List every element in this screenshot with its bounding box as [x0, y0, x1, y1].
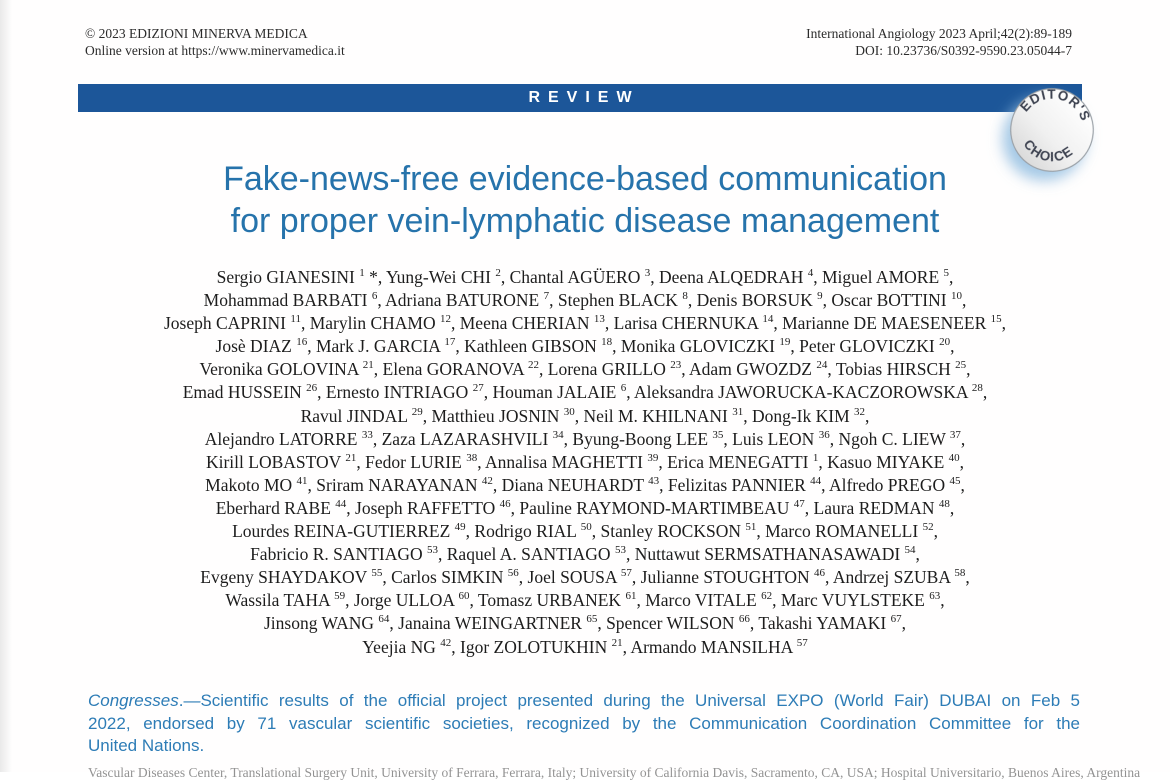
author: Raquel A. SANTIAGO $^{53}$ — [446, 544, 626, 565]
author: Tomasz URBANEK $^{61}$ — [477, 590, 637, 611]
congresses-line-1: Congresses.—Scientific results of the official project presented during the Universal EXPO (World Fair) DUBAI on Feb 5 — [88, 691, 1080, 710]
author: Neil M. KHILNANI $^{31}$ — [583, 405, 744, 426]
author: Alfredo PREGO $^{45}$ — [828, 474, 961, 495]
paper-title — [0, 158, 1170, 242]
author-line: Yeejia NG $^{42}$, Igor ZOLOTUKHIN $^{21}$, Armando MANSILHA $^{57}$ — [362, 636, 808, 657]
author: Marylin CHAMO $^{12}$ — [309, 313, 451, 334]
author: Erica MENEGATTI $^1$ — [667, 451, 819, 472]
author: Kathleen GIBSON $^{18}$ — [464, 336, 613, 357]
author: Stephen BLACK $^8$ — [557, 290, 688, 311]
author-line: Ravul JINDAL $^{29}$, Matthieu JOSNIN $^{30}$, Neil M. KHILNANI $^{31}$, Dong-Ik KIM $^{32}$, — [300, 405, 870, 426]
title-line-2: for proper vein-lymphatic disease management — [230, 202, 940, 240]
author: Emad HUSSEIN $^{26}$ — [182, 382, 318, 403]
citation-header — [806, 26, 1072, 59]
author: Spencer WILSON $^{66}$ — [606, 613, 750, 634]
title-line-1: Fake-news-free evidence-based communication — [223, 160, 947, 198]
author: Adam GWOZDZ $^{24}$ — [689, 359, 828, 380]
author: Monika GLOVICZKI $^{19}$ — [620, 336, 791, 357]
author: Fedor LURIE $^{38}$ — [365, 451, 478, 472]
author-line: Josè DIAZ $^{16}$, Mark J. GARCIA $^{17}$, Kathleen GIBSON $^{18}$, Monika GLOVICZKI $^{19}$, Peter GLOVICZKI $^{20}$, — [215, 336, 955, 357]
author: Kirill LOBASTOV $^{21}$ — [205, 451, 357, 472]
author: Lorena GRILLO $^{23}$ — [547, 359, 682, 380]
editors-choice-badge — [996, 74, 1107, 185]
author: Marianne DE MAESENEER $^{15}$ — [782, 313, 1002, 334]
author: Rodrigo RIAL $^{50}$ — [474, 521, 592, 542]
author: Julianne STOUGHTON $^{46}$ — [640, 567, 826, 588]
review-banner-label: REVIEW — [528, 89, 640, 106]
author: Veronika GOLOVINA $^{21}$ — [199, 359, 374, 380]
author: Diana NEUHARDT $^{43}$ — [501, 474, 660, 495]
doi-text: DOI: 10.23736/S0392-9590.23.05044-7 — [855, 42, 1072, 58]
author: Pauline RAYMOND-MARTIMBEAU $^{47}$ — [519, 497, 805, 518]
publisher-header — [85, 26, 345, 59]
author: Chantal AGÜERO $^3$ — [509, 267, 651, 287]
badge-bottom-text: CHOICE — [1020, 136, 1077, 165]
author: Matthieu JOSNIN $^{30}$ — [431, 405, 575, 426]
author: Ngoh C. LIEW $^{37}$ — [838, 428, 961, 449]
author-line: Fabricio R. SANTIAGO $^{53}$, Raquel A. SANTIAGO $^{53}$, Nuttawut SERMSATHANASAWADI $^{54}$, — [250, 544, 920, 565]
scan-edge-shade — [0, 0, 12, 772]
author: Josè DIAZ $^{16}$ — [215, 336, 308, 357]
author: Yeejia NG $^{42}$ — [362, 636, 452, 657]
author: Sriram NARAYANAN $^{42}$ — [316, 474, 493, 495]
author: Larisa CHERNUKA $^{14}$ — [613, 313, 774, 334]
badge-top-text: EDITOR'S — [1017, 86, 1094, 124]
author: Igor ZOLOTUKHIN $^{21}$ — [460, 636, 623, 657]
author: Mohammad BARBATI $^6$ — [203, 290, 378, 311]
clipped-affiliations-line: Vascular Diseases Center, Translational Surgery Unit, University of Ferrara, Ferrara, Italy; University of California Davis, Sacramento, CA, USA; Hospital Universitario, Buenos Aires, Argentina — [88, 765, 1141, 780]
author-list — [85, 266, 1085, 659]
editors-choice-icon — [996, 74, 1107, 185]
author: Andrzej SZUBA $^{58}$ — [832, 567, 966, 588]
congresses-note — [88, 690, 1080, 758]
author: Nuttawut SERMSATHANASAWADI $^{54}$ — [634, 544, 916, 565]
author: Houman JALAIE $^6$ — [492, 382, 627, 403]
author: Aleksandra JAWORUCKA-KACZOROWSKA $^{28}$ — [634, 382, 983, 403]
author-line: Alejandro LATORRE $^{33}$, Zaza LAZARASHVILI $^{34}$, Byung-Boong LEE $^{35}$, Luis LEON $^{36}$, Ngoh C. LIEW $^{37}$, — [204, 428, 966, 449]
author-line: Wassila TAHA $^{59}$, Jorge ULLOA $^{60}$, Tomasz URBANEK $^{61}$, Marco VITALE $^{62}$, Marc VUYLSTEKE $^{63}$, — [225, 590, 945, 611]
author: Ernesto INTRIAGO $^{27}$ — [325, 382, 484, 403]
author: Jorge ULLOA $^{60}$ — [353, 590, 470, 611]
author: Takashi YAMAKI $^{67}$ — [758, 613, 902, 634]
author: Sergio GIANESINI $^1$ * — [216, 267, 378, 287]
author: Laura REDMAN $^{48}$ — [813, 497, 950, 518]
author: Luis LEON $^{36}$ — [732, 428, 830, 449]
author-line: Sergio GIANESINI $^1$ *, Yung-Wei CHI $^2$, Chantal AGÜERO $^3$, Deena ALQEDRAH $^4$, Miguel AMORE $^5$, — [216, 267, 954, 287]
author: Elena GORANOVA $^{22}$ — [382, 359, 540, 380]
author: Evgeny SHAYDAKOV $^{55}$ — [200, 567, 383, 588]
author: Oscar BOTTINI $^{10}$ — [831, 290, 962, 311]
author-line: Emad HUSSEIN $^{26}$, Ernesto INTRIAGO $^{27}$, Houman JALAIE $^6$, Aleksandra JAWORUCKA-KACZOROWSKA $^{28}$, — [182, 382, 988, 403]
copyright-text: © 2023 EDIZIONI MINERVA MEDICA — [85, 26, 308, 41]
author: Lourdes REINA-GUTIERREZ $^{49}$ — [232, 521, 466, 542]
author: Joel SOUSA $^{57}$ — [527, 567, 632, 588]
author-line: Makoto MO $^{41}$, Sriram NARAYANAN $^{42}$, Diana NEUHARDT $^{43}$, Felizitas PANNIER $^{44}$, Alfredo PREGO $^{45}$, — [205, 474, 965, 495]
author-line: Veronika GOLOVINA $^{21}$, Elena GORANOVA $^{22}$, Lorena GRILLO $^{23}$, Adam GWOZDZ $^{24}$, Tobias HIRSCH $^{25}$, — [199, 359, 971, 380]
author: Janaina WEINGARTNER $^{65}$ — [398, 613, 598, 634]
author-line: Eberhard RABE $^{44}$, Joseph RAFFETTO $^{46}$, Pauline RAYMOND-MARTIMBEAU $^{47}$, Laura REDMAN $^{48}$, — [215, 497, 955, 518]
online-version-text: Online version at https://www.minervamedica.it — [85, 42, 345, 58]
author: Marco VITALE $^{62}$ — [645, 590, 773, 611]
journal-reference: International Angiology 2023 April;42(2):89-189 — [806, 26, 1072, 41]
author: Armando MANSILHA $^{57}$ — [630, 636, 808, 657]
author: Byung-Boong LEE $^{35}$ — [572, 428, 724, 449]
congresses-line-3: United Nations. — [88, 736, 205, 756]
author-line: Mohammad BARBATI $^6$, Adriana BATURONE $^7$, Stephen BLACK $^8$, Denis BORSUK $^9$, Oscar BOTTINI $^{10}$, — [203, 290, 967, 311]
author: Joseph RAFFETTO $^{46}$ — [355, 497, 511, 518]
congresses-label: Congresses — [88, 691, 179, 710]
author: Eberhard RABE $^{44}$ — [215, 497, 347, 518]
author: Felizitas PANNIER $^{44}$ — [667, 474, 822, 495]
author: Mark J. GARCIA $^{17}$ — [315, 336, 456, 357]
author: Yung-Wei CHI $^2$ — [385, 267, 501, 287]
author-line: Lourdes REINA-GUTIERREZ $^{49}$, Rodrigo RIAL $^{50}$, Stanley ROCKSON $^{51}$, Marco ROMANELLI $^{52}$, — [232, 521, 938, 542]
author: Marc VUYLSTEKE $^{63}$ — [780, 590, 941, 611]
author: Adriana BATURONE $^7$ — [385, 290, 550, 311]
author: Stanley ROCKSON $^{51}$ — [600, 521, 757, 542]
author-line: Joseph CAPRINI $^{11}$, Marylin CHAMO $^{12}$, Meena CHERIAN $^{13}$, Larisa CHERNUKA $^{14}$, Marianne DE MAESENEER $^{15}$, — [163, 313, 1007, 334]
author: Fabricio R. SANTIAGO $^{53}$ — [250, 544, 438, 565]
author: Annalisa MAGHETTI $^{39}$ — [485, 451, 659, 472]
author: Wassila TAHA $^{59}$ — [225, 590, 346, 611]
author: Meena CHERIAN $^{13}$ — [459, 313, 605, 334]
author: Dong-Ik KIM $^{32}$ — [751, 405, 866, 426]
congresses-line-2: 2022, endorsed by 71 vascular scientific societies, recognized by the Communication Coordination Committee for the — [88, 713, 1080, 733]
author: Miguel AMORE $^5$ — [821, 267, 950, 287]
author: Carlos SIMKIN $^{56}$ — [391, 567, 519, 588]
author: Tobias HIRSCH $^{25}$ — [835, 359, 967, 380]
author: Zaza LAZARASHVILI $^{34}$ — [381, 428, 564, 449]
author: Makoto MO $^{41}$ — [205, 474, 308, 495]
author-line: Evgeny SHAYDAKOV $^{55}$, Carlos SIMKIN $^{56}$, Joel SOUSA $^{57}$, Julianne STOUGHTON $^{46}$, Andrzej SZUBA $^{58}$, — [200, 567, 970, 588]
author: Peter GLOVICZKI $^{20}$ — [799, 336, 951, 357]
author: Alejandro LATORRE $^{33}$ — [204, 428, 373, 449]
author: Jinsong WANG $^{64}$ — [263, 613, 390, 634]
review-banner — [78, 84, 1082, 112]
author: Marco ROMANELLI $^{52}$ — [765, 521, 934, 542]
author: Deena ALQEDRAH $^4$ — [659, 267, 814, 287]
author: Ravul JINDAL $^{29}$ — [300, 405, 423, 426]
author: Joseph CAPRINI $^{11}$ — [163, 313, 301, 334]
author-line: Jinsong WANG $^{64}$, Janaina WEINGARTNER $^{65}$, Spencer WILSON $^{66}$, Takashi YAMAKI $^{67}$, — [263, 613, 907, 634]
author: Denis BORSUK $^9$ — [696, 290, 823, 311]
author: Kasuo MIYAKE $^{40}$ — [827, 451, 960, 472]
author-line: Kirill LOBASTOV $^{21}$, Fedor LURIE $^{38}$, Annalisa MAGHETTI $^{39}$, Erica MENEGATTI $^1$, Kasuo MIYAKE $^{40}$, — [205, 451, 965, 472]
